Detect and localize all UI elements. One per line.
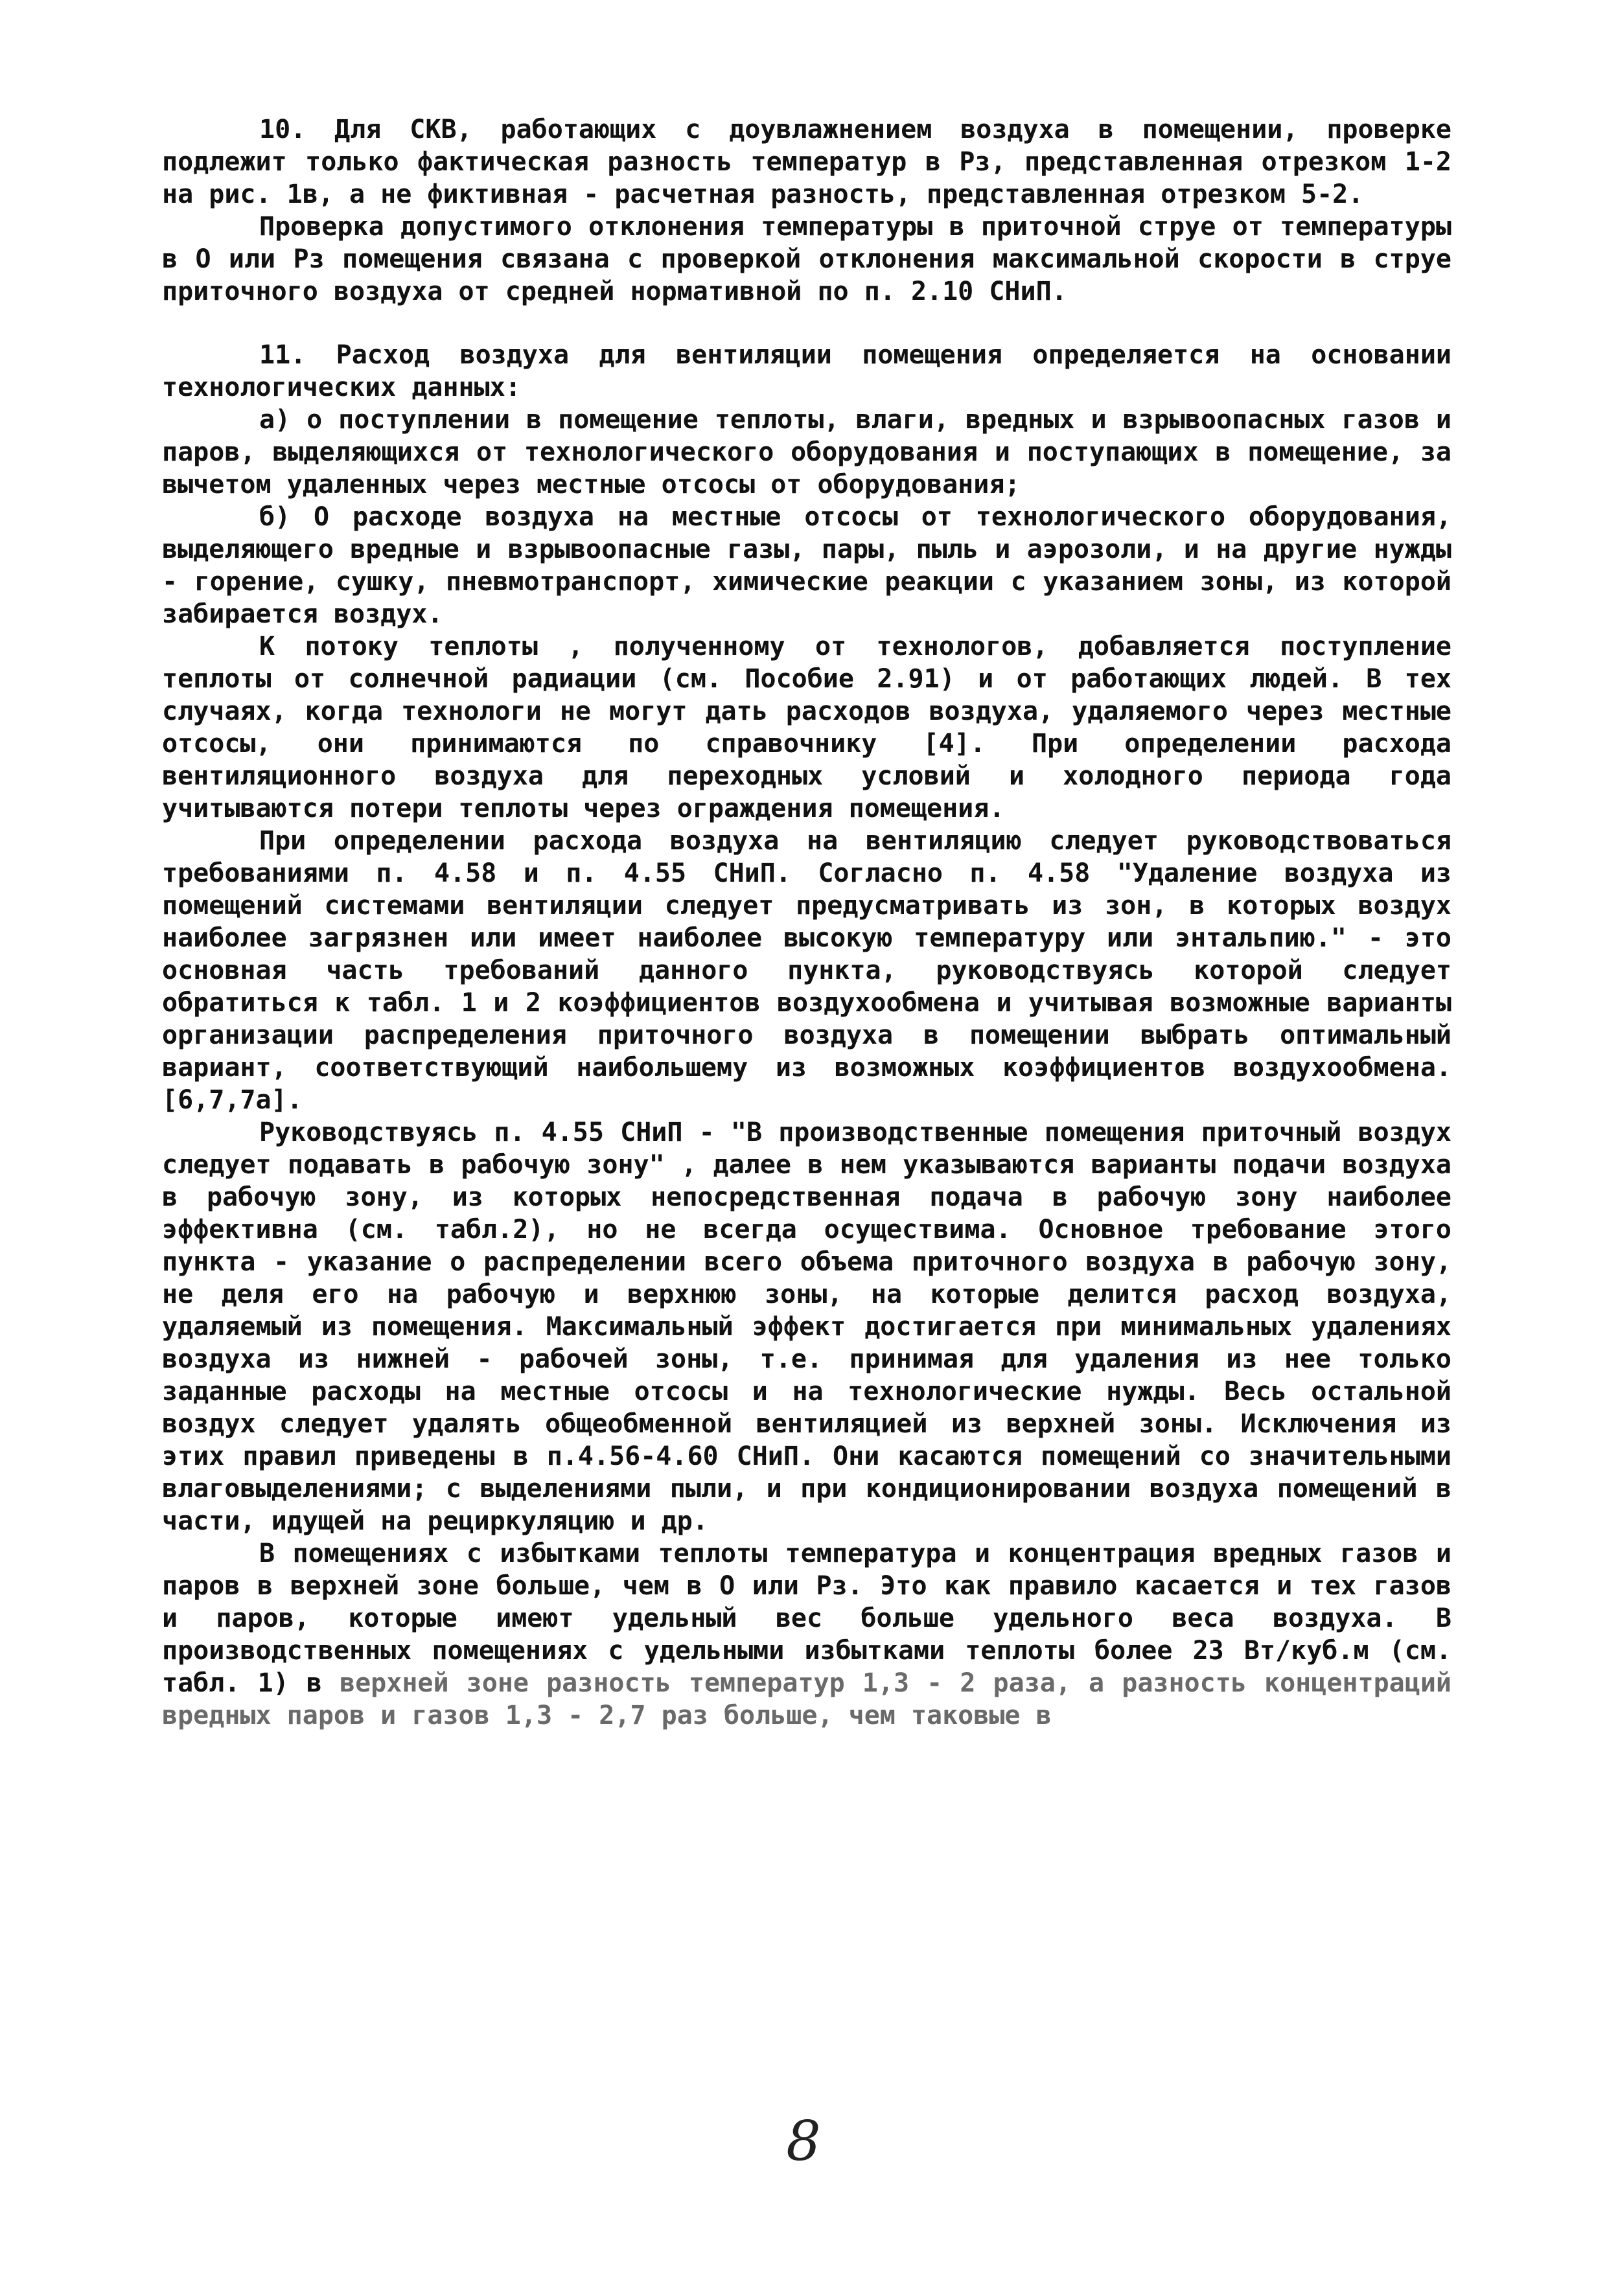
paragraph-snip-4-55: Руководствуясь п. 4.55 СНиП - "В производственные помещения приточный воздух следует подавать в рабочую зону" , далее в нем указываются варианты подачи воздуха в рабочую зону, из которых непосредственная подача в рабочую зону наиболее эффективна (см. табл.2), но не всегда осуществима. Основное требование этого пункта - указание о распределении всего объема приточного воздуха в рабочую зону, не деля его на рабочую и верхнюю зоны, на которые делится расход воздуха, удаляемый из помещения. Максимальный эффект достигается при минимальных удалениях воздуха из нижней - рабочей зоны, т.е. принимая для удаления из нее только заданные расходы на местные отсосы и на технологические нужды. Весь остальной воздух следует удалять общеобменной вентиляцией из верхней зоны. Исключения из этих правил приведены в п.4.56-4.60 СНиП. Они касаются помещений со значительными влаговыделениями; с выделениями пыли, и при кондиционировании воздуха помещений в части, идущей на рециркуляцию и др. [162, 1118, 1451, 1536]
paragraph-snip-4-58: При определении расхода воздуха на вентиляцию следует руководствоваться требованиями п. 4.58 и п. 4.55 СНиП. Согласно п. 4.58 "Удаление воздуха из помещений системами вентиляции следует предусматривать из зон, в которых воздух наиболее загрязнен или имеет наиболее высокую температуру или энтальпию." - это основная часть требований данного пункта, руководствуясь которой следует обратиться к табл. 1 и 2 коэффициентов воздухообмена и учитывая возможные варианты организации распределения приточного воздуха в помещении выбрать оптимальный вариант, соответствующий наибольшему из возможных коэффициентов воздухообмена.[6,7,7а]. [162, 826, 1451, 1115]
paragraph-heat-flow: К потоку теплоты , полученному от технологов, добавляется поступление теплоты от солнечной радиации (см. Пособие 2.91) и от работающих людей. В тех случаях, когда технологи не могут дать расходов воздуха, удаляемого через местные отсосы, они принимаются по справочнику [4]. При определении расхода вентиляционного воздуха для переходных условий и холодного периода года учитываются потери теплоты через ограждения помещения. [162, 632, 1451, 823]
document-body [162, 113, 1451, 1732]
section-gap [162, 308, 1451, 339]
paragraph-temperature-deviation: Проверка допустимого отклонения температуры в приточной струе от температуры в О или Рз помещения связана с проверкой отклонения максимальной скорости в струе приточного воздуха от средней нормативной по п. 2.10 СНиП. [162, 212, 1451, 306]
page-number: 8 [786, 2109, 821, 2173]
paragraph-excess-heat [162, 1537, 1451, 1732]
paragraph-10-skv-check: 10. Для СКВ, работающих с доувлажнением воздуха в помещении, проверке подлежит только фактическая разность температур в Рз, представленная отрезком 1-2 на рис. 1в, а не фиктивная - расчетная разность, представленная отрезком 5-2. [162, 115, 1451, 209]
paragraph-11-air-flow: 11. Расход воздуха для вентиляции помещения определяется на основании технологических данных: [162, 340, 1451, 402]
faded-text-tail: верхней зоне разность температур 1,3 - 2 раза, а разность концентраций вредных паров и газов 1,3 - 2,7 раз больше, чем таковые в [162, 1668, 1451, 1730]
paragraph-item-b: б) О расходе воздуха на местные отсосы от технологического оборудования, выделяющего вредные и взрывоопасные газы, пары, пыль и аэрозоли, и на другие нужды - горение, сушку, пневмотранспорт, химические реакции с указанием зоны, из которой забирается воздух. [162, 502, 1451, 629]
paragraph-item-a: а) о поступлении в помещение теплоты, влаги, вредных и взрывоопасных газов и паров, выделяющихся от технологического оборудования и поступающих в помещение, за вычетом удаленных через местные отсосы от оборудования; [162, 405, 1451, 499]
paragraph-excess-heat-text: В помещениях с избытками теплоты температура и концентрация вредных газов и паров в верхней зоне больше, чем в О или Рз. Это как правило касается и тех газов и паров, которые имеют удельный вес больше удельного веса воздуха. В производственных помещениях с удельными избытками теплоты более 23 Вт/куб.м (см. табл. 1) в [162, 1539, 1451, 1698]
